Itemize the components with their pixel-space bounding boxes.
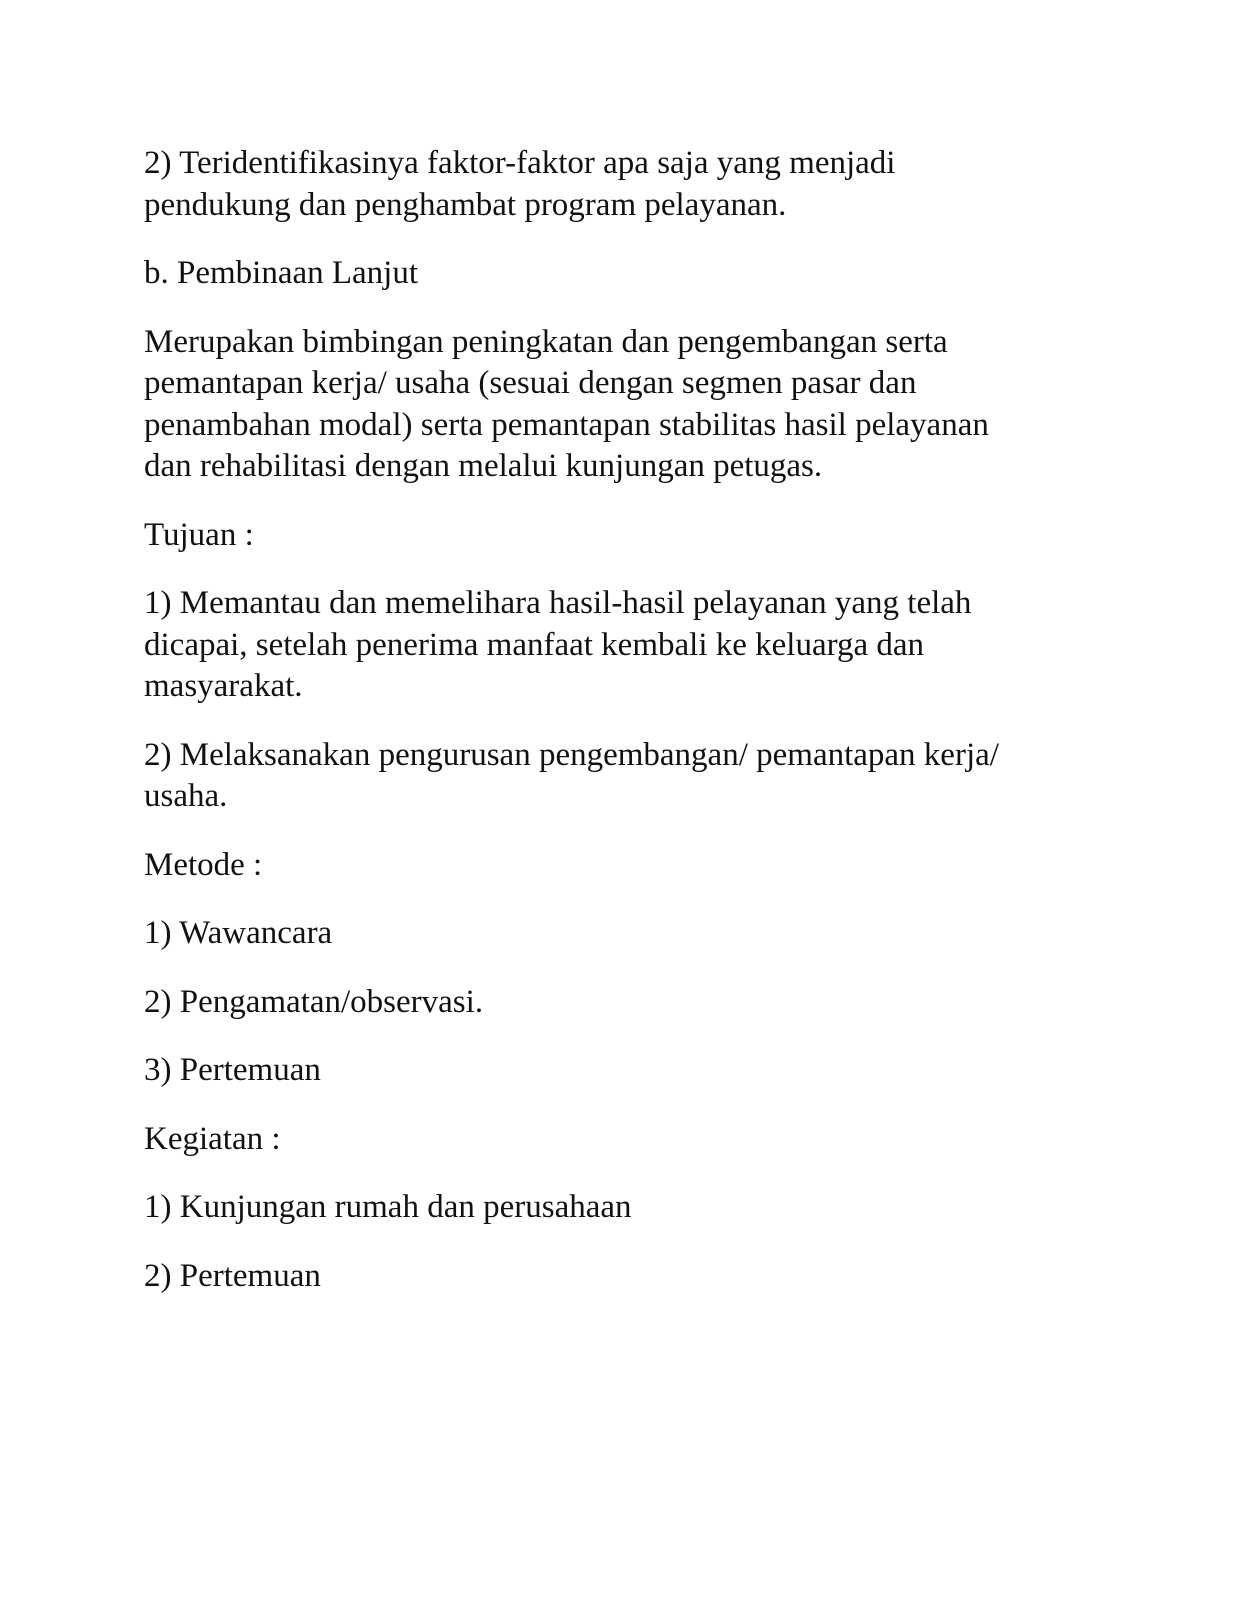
metode-label [144, 845, 1079, 887]
list-item: 1) Wawancara [144, 915, 333, 951]
list-item: 1) Kunjungan rumah dan perusahaan [144, 1189, 632, 1225]
tujuan-label [144, 515, 1079, 557]
label-line: Metode : [144, 846, 263, 883]
text-line: 2) Melaksanakan pengurusan pengembangan/ pemantapan kerja/ [144, 736, 999, 773]
tujuan-item-1 [144, 583, 1079, 708]
text-line: penambahan modal) serta pemantapan stabilitas hasil pelayanan [144, 406, 989, 443]
list-item: 3) Pertemuan [144, 1052, 321, 1088]
kegiatan-item-1 [144, 1187, 1079, 1229]
document-body [144, 143, 1079, 1324]
metode-item-2 [144, 982, 1079, 1024]
text-line: Merupakan bimbingan peningkatan dan pengembangan serta [144, 323, 948, 360]
label-line: Kegiatan : [144, 1120, 281, 1157]
text-line: pendukung dan penghambat program pelayanan. [144, 186, 787, 223]
kegiatan-item-2 [144, 1256, 1079, 1298]
text-line: 2) Teridentifikasinya faktor-faktor apa saja yang menjadi [144, 145, 896, 181]
metode-item-1 [144, 913, 1079, 955]
text-line: pemantapan kerja/ usaha (sesuai dengan segmen pasar dan [144, 365, 917, 401]
heading-line: b. Pembinaan Lanjut [144, 255, 419, 291]
tujuan-previous-item-2 [144, 143, 1079, 226]
text-line: dan rehabilitasi dengan melalui kunjungan petugas. [144, 448, 823, 484]
list-item: 2) Pertemuan [144, 1257, 321, 1294]
text-line: dicapai, setelah penerima manfaat kembali ke keluarga dan [144, 626, 925, 663]
text-line: masyarakat. [144, 668, 303, 704]
section-b-heading [144, 253, 1079, 295]
tujuan-item-2 [144, 735, 1079, 818]
kegiatan-label [144, 1119, 1079, 1161]
list-item: 2) Pengamatan/observasi. [144, 983, 484, 1020]
text-line: usaha. [144, 778, 228, 814]
section-b-description [144, 322, 1079, 488]
metode-item-3 [144, 1050, 1079, 1092]
label-line: Tujuan : [144, 516, 254, 553]
text-line: 1) Memantau dan memelihara hasil-hasil pelayanan yang telah [144, 585, 972, 621]
